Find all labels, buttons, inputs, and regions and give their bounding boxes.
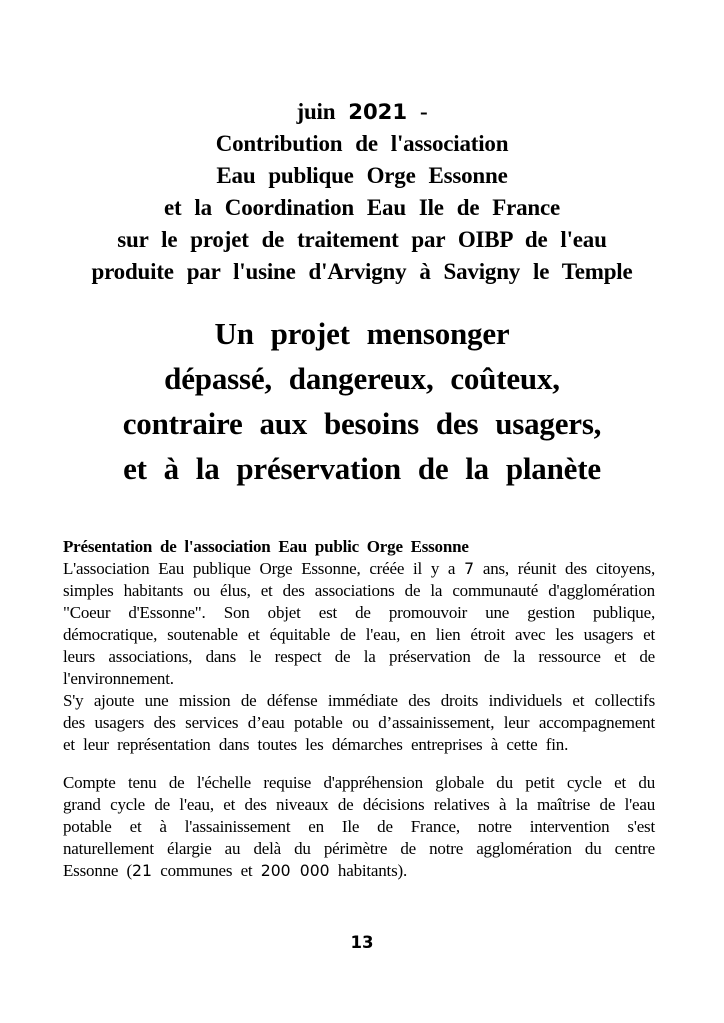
page-footer <box>0 931 724 954</box>
header-line: juin 2021 - <box>296 99 428 124</box>
page-number: 13 <box>350 933 374 952</box>
section-heading: Présentation de l'association Eau public Orge Essonne <box>63 537 469 556</box>
document-header <box>0 96 724 288</box>
title-line: dépassé, dangereux, coûteux, <box>164 361 560 396</box>
title-line: et à la préservation de la planète <box>123 451 601 486</box>
document-body <box>63 536 655 882</box>
header-line: Contribution de l'association <box>215 131 509 156</box>
header-line: et la Coordination Eau Ile de France <box>164 195 560 220</box>
paragraph: S'y ajoute une mission de défense immédiate des droits individuels et collectifs des usagers des services d’eau potable ou d’assainissement, leur accompagnement et leur représentation dans toutes les démarches entreprises à cette fin. <box>63 691 655 754</box>
title-line: Un projet mensonger <box>214 316 510 351</box>
header-line: Eau publique Orge Essonne <box>216 163 508 188</box>
header-line: sur le projet de traitement par OIBP de l'eau <box>117 227 607 252</box>
paragraph: L'association Eau publique Orge Essonne, créée il y a 7 ans, réunit des citoyens, simples habitants ou élus, et des associations de la communauté d'agglomération "Coeur d'Essonne". Son objet est de promouvoir une gestion publique, démocratique, soutenable et équitable de l'eau, en lien étroit avec les usagers et leurs associations, dans le respect de la préservation de la ressource et de l'environnement. <box>63 559 655 688</box>
title-line: contraire aux besoins des usagers, <box>122 406 602 441</box>
header-line: produite par l'usine d'Arvigny à Savigny le Temple <box>91 259 633 284</box>
document-title <box>0 311 724 491</box>
paragraph: Compte tenu de l'échelle requise d'appréhension globale du petit cycle et du grand cycle de l'eau, et des niveaux de décisions relatives à la maîtrise de l'eau potable et à l'assainissement en Ile de France, notre intervention s'est naturellement élargie au delà du périmètre de notre agglomération du centre Essonne (21 communes et 200 000 habitants). <box>63 773 655 880</box>
